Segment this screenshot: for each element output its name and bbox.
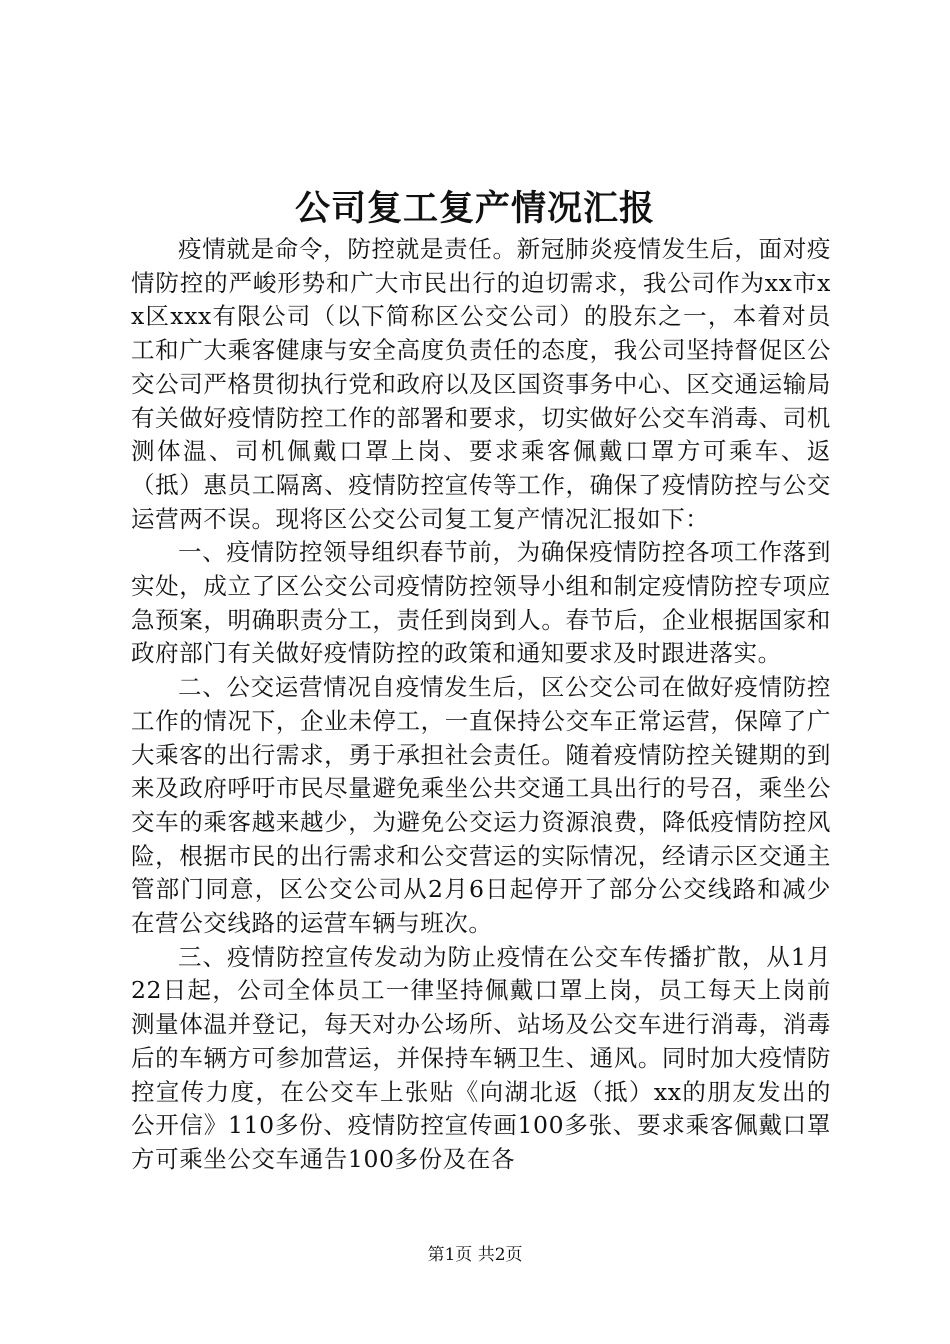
paragraph-section-3: 三、疫情防控宣传发动为防止疫情在公交车传播扩散，从1月22日起，公司全体员工一律坚持佩戴口罩上岗，员工每天上岗前测量体温并登记，每天对办公场所、站场及公交车进行消毒，消毒后的车辆方可参加营运，并保持车辆卫生、通风。同时加大疫情防控宣传力度，在公交车上张贴《向湖北返（抵）xx的朋友发出的公开信》110多份、疫情防控宣传画100多张、要求乘客佩戴口罩方可乘坐公交车通告100多份及在各 bbox=[131, 942, 831, 1173]
document-body bbox=[131, 233, 831, 1177]
page-number-footer: 第1页 共2页 bbox=[427, 1245, 523, 1265]
paragraph-section-2: 二、公交运营情况自疫情发生后，区公交公司在做好疫情防控工作的情况下，企业未停工，一直保持公交车正常运营，保障了广大乘客的出行需求，勇于承担社会责任。随着疫情防控关键期的到来及政府呼吁市民尽量避免乘坐公共交通工具出行的号召，乘坐公交车的乘客越来越少，为避免公交运力资源浪费，降低疫情防控风险，根据市民的出行需求和公交营运的实际情况，经请示区交通主管部门同意，区公交公司从2月6日起停开了部分公交线路和减少在营公交线路的运营车辆与班次。 bbox=[131, 673, 831, 938]
paragraph-section-1: 一、疫情防控领导组织春节前，为确保疫情防控各项工作落到实处，成立了区公交公司疫情防控领导小组和制定疫情防控专项应急预案，明确职责分工，责任到岗到人。春节后，企业根据国家和政府部门有关做好疫情防控的政策和通知要求及时跟进落实。 bbox=[131, 538, 831, 668]
paragraph-intro: 疫情就是命令，防控就是责任。新冠肺炎疫情发生后，面对疫情防控的严峻形势和广大市民出行的迫切需求，我公司作为xx市xx区xxx有限公司（以下简称区公交公司）的股东之一，本着对员工和广大乘客健康与安全高度负责任的态度，我公司坚持督促区公交公司严格贯彻执行党和政府以及区国资事务中心、区交通运输局有关做好疫情防控工作的部署和要求，切实做好公交车消毒、司机测体温、司机佩戴口罩上岗、要求乘客佩戴口罩方可乘车、返（抵）惠员工隔离、疫情防控宣传等工作，确保了疫情防控与公交运营两不误。现将区公交公司复工复产情况汇报如下： bbox=[131, 235, 831, 533]
document-title: 公司复工复产情况汇报 bbox=[294, 188, 655, 229]
